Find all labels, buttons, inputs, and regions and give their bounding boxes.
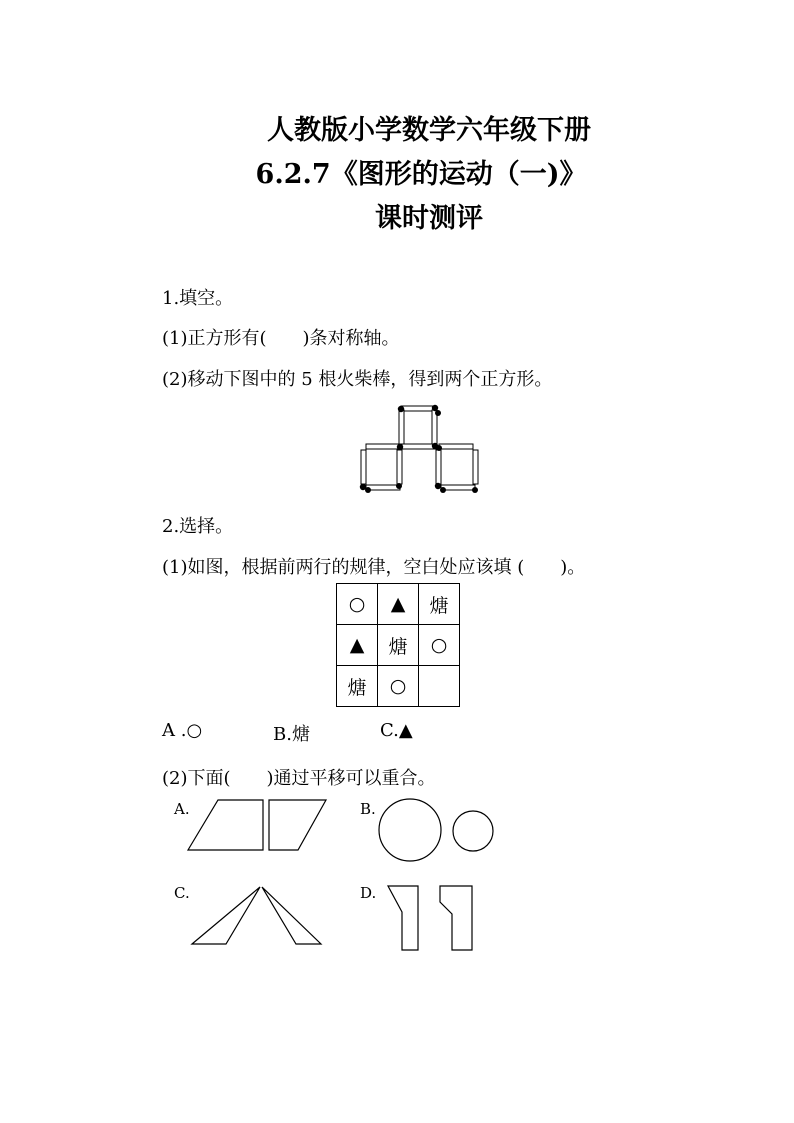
option-b: B.煻 (273, 724, 310, 745)
q2-heading: 2.选择。 (162, 516, 234, 537)
q1-part2: (2)移动下图中的 5 根火柴棒，得到两个正方形。 (162, 369, 553, 390)
shape-b-circles (378, 798, 498, 864)
shape-c-triangles (188, 885, 328, 947)
q2-part2: (2)下面( )通过平移可以重合。 (162, 768, 436, 789)
grid-cell: ○ (337, 584, 378, 625)
matchstick (402, 444, 436, 449)
doc-subtitle: 课时测评 (375, 203, 483, 234)
shape-label-d: D. (360, 884, 377, 902)
grid-cell-blank (419, 666, 460, 707)
grid-cell: 煻 (337, 666, 378, 707)
doc-title: 人教版小学数学六年级下册 (267, 115, 591, 146)
matchstick (441, 485, 475, 490)
matchstick (399, 410, 404, 444)
grid-cell: ○ (378, 666, 419, 707)
shape-label-b: B. (360, 800, 376, 818)
matchstick (401, 406, 435, 411)
matchstick (436, 450, 441, 484)
grid-cell: ▲ (337, 625, 378, 666)
grid-cell: ▲ (378, 584, 419, 625)
matchstick (439, 444, 473, 449)
matchstick (366, 485, 400, 490)
grid-cell: ○ (419, 625, 460, 666)
shape-a-parallelograms (185, 798, 330, 853)
q1-heading: 1.填空。 (162, 288, 234, 309)
lesson-title: 6.2.7《图形的运动（一)》 (255, 159, 587, 190)
option-a: A .○ (162, 720, 203, 741)
matchstick (366, 444, 400, 449)
grid-cell: 煻 (378, 625, 419, 666)
shape-d-polygons (386, 884, 478, 954)
matchstick (361, 450, 366, 484)
matchstick (397, 450, 402, 484)
matchstick-figure (355, 402, 485, 497)
q2-part1: (1)如图，根据前两行的规律，空白处应该填 ( )。 (162, 557, 586, 578)
matchstick (473, 450, 478, 484)
option-c: C.▲ (380, 720, 413, 741)
grid-cell: 煻 (419, 584, 460, 625)
shape-label-c: C. (174, 884, 190, 902)
q1-part1: (1)正方形有( )条对称轴。 (162, 328, 400, 349)
shape-label-a: A. (174, 800, 190, 818)
pattern-grid (336, 583, 460, 707)
